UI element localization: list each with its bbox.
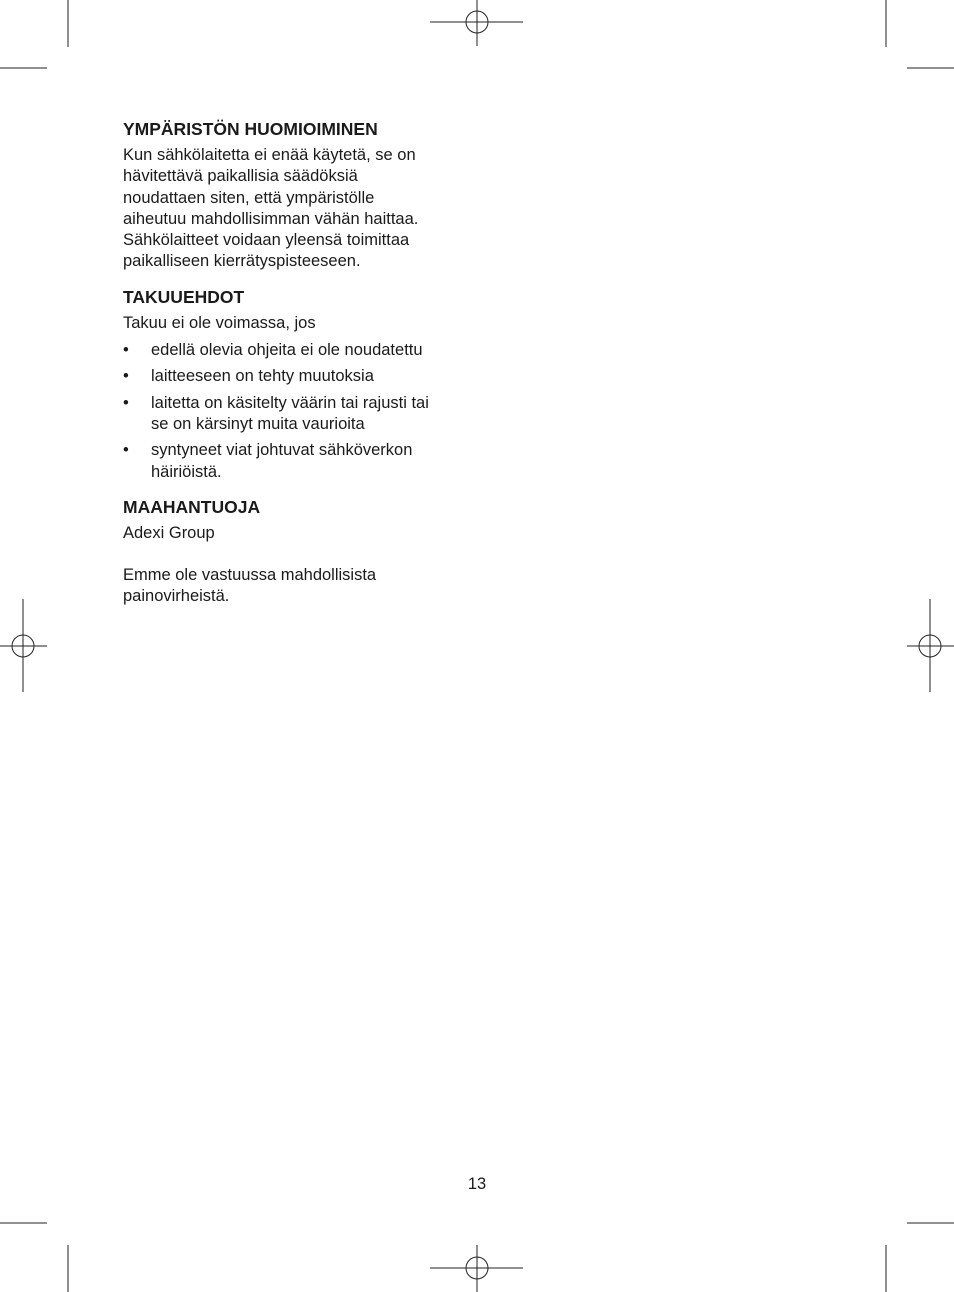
section-heading: MAAHANTUOJA: [123, 496, 261, 517]
section-heading: YMPÄRISTÖN HUOMIOIMINEN: [123, 119, 378, 139]
bullet-icon: •: [123, 367, 129, 386]
text-line: syntyneet viat johtuvat sähköverkon: [151, 441, 413, 460]
text-line: Sähkölaitteet voidaan yleensä toimittaa: [123, 231, 410, 250]
text-line: se on kärsinyt muita vaurioita: [151, 414, 365, 433]
section-environment: [123, 118, 463, 273]
bullet-icon: •: [123, 393, 129, 412]
warranty-conditions-list: [123, 340, 463, 483]
registration-mark-bottom: [430, 1245, 523, 1292]
environment-paragraph: [123, 145, 463, 273]
page-number: 13: [467, 1175, 487, 1193]
registration-mark-left: [0, 599, 47, 692]
text-line: noudattaen siten, että ympäristölle: [123, 188, 375, 207]
bullet-icon: •: [123, 341, 129, 360]
list-item: [123, 393, 463, 436]
spacer: [123, 544, 463, 565]
text-line: laitetta on käsitelty väärin tai rajusti tai: [151, 393, 429, 412]
page-content: [123, 118, 463, 621]
text-line: aiheutuu mahdollisimman vähän haittaa.: [123, 209, 419, 228]
section-warranty: [123, 286, 463, 483]
list-item: [123, 366, 463, 387]
disclaimer-paragraph: [123, 565, 463, 608]
list-item: [123, 440, 463, 483]
text-line: painovirheistä.: [123, 587, 230, 606]
text-line: häiriöistä.: [151, 462, 222, 481]
section-heading: TAKUUEHDOT: [123, 286, 245, 307]
text-line: Kun sähkölaitetta ei enää käytetä, se on: [123, 146, 416, 164]
importer-company: Adexi Group: [123, 523, 215, 542]
list-item: [123, 340, 463, 361]
text-line: laitteeseen on tehty muutoksia: [151, 367, 374, 386]
text-line: edellä olevia ohjeita ei ole noudatettu: [151, 341, 423, 360]
registration-mark-right: [907, 599, 954, 692]
text-line: hävitettävä paikallisia säädöksiä: [123, 167, 358, 186]
text-line: paikalliseen kierrätyspisteeseen.: [123, 252, 361, 271]
text-line: Emme ole vastuussa mahdollisista: [123, 566, 377, 585]
section-importer: [123, 496, 463, 608]
warranty-intro: Takuu ei ole voimassa, jos: [123, 313, 316, 332]
registration-mark-top: [430, 0, 523, 46]
bullet-icon: •: [123, 441, 129, 460]
